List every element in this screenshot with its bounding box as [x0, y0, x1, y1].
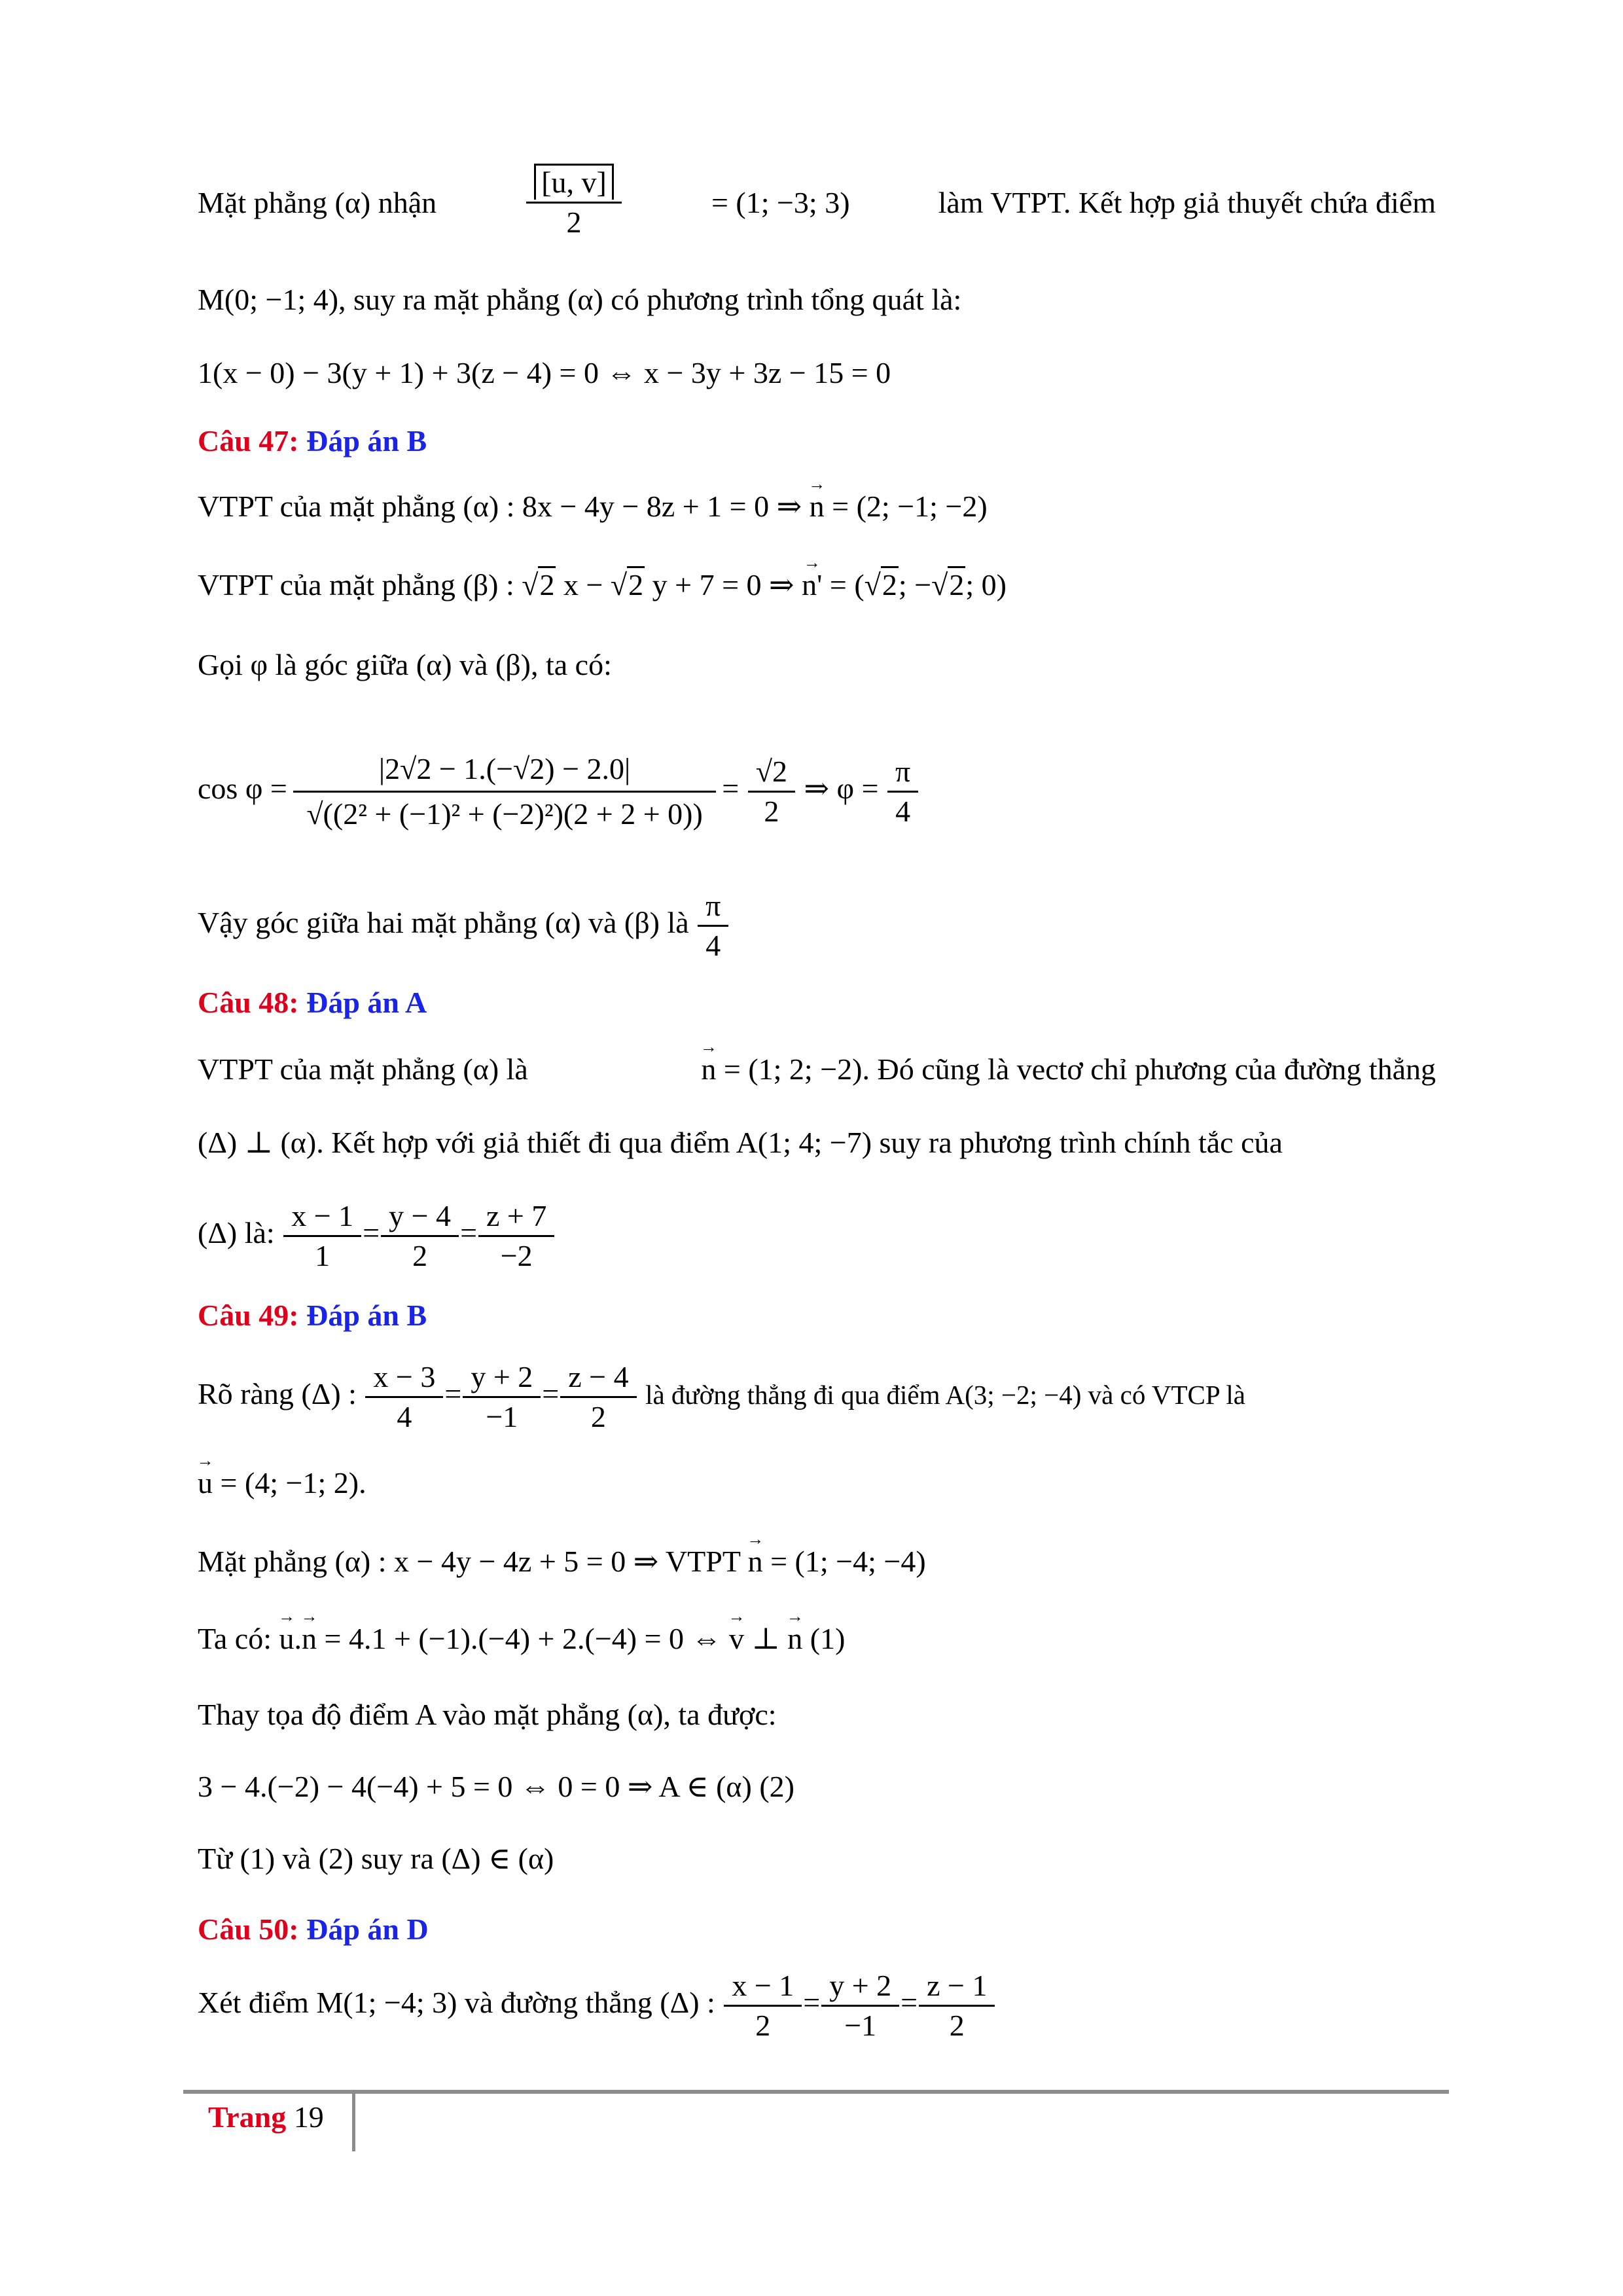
- sqrt: √2: [611, 565, 645, 605]
- text-line: (Δ) ⊥ (α). Kết hợp với giả thiết đi qua điểm A(1; 4; −7) suy ra phương trình chính tắc của: [198, 1126, 1283, 1159]
- fraction: $\frac{x - 3}{4}$: [369, 1358, 439, 1436]
- fraction: $\frac{y + 2}{-1}$: [825, 1967, 895, 2045]
- text-line: Mặt phẳng (α) nhận $\frac{[u, v]}{2}$ = (1; −3; 3) làm VTPT. Kết hợp giả thuyết chứa điểm: [198, 164, 1436, 242]
- vector-n: → n: [810, 487, 825, 526]
- equation-line: 3 − 4.(−2) − 4(−4) + 5 = 0 ⇔ 0 = 0 ⇒ A ∈ (α) (2): [198, 1770, 794, 1803]
- fraction: $\frac{x - 1}{2}$: [728, 1967, 798, 2045]
- footer-label: Trang: [208, 2100, 287, 2134]
- equation-line: cos φ = $\frac{|2√2 - 1.(-√2) - 2.0|}{\text{√((2² + (−1)² + (−2)²)(2 + 2 + 0))}}$ = $\frac{√2}{2}$ ⇒ φ = $\frac{\pi}{4}$: [198, 720, 1436, 857]
- fraction: $\frac{x - 1}{1}$: [287, 1197, 357, 1275]
- sqrt: √2: [865, 565, 899, 605]
- text-line: Gọi φ là góc giữa (α) và (β), ta có:: [198, 648, 612, 681]
- fraction: $\frac{√2}{2}$: [752, 753, 791, 831]
- question-heading: Câu 49: Đáp án B: [198, 1299, 427, 1332]
- footer-rule: [183, 2090, 1449, 2094]
- vector-n: → n: [748, 1542, 763, 1581]
- text-line: VTPT của mặt phẳng (α) là → n = (1; 2; −2). Đó cũng là vectơ chỉ phương của đường thẳng: [198, 1050, 1436, 1089]
- text-line: Thay tọa độ điểm A vào mặt phẳng (α), ta được:: [198, 1698, 777, 1731]
- equation-line: (Δ) là: $\frac{x - 1}{1}$ = $\frac{y - 4}{2}$ = $\frac{z + 7}{-2}$: [198, 1194, 1436, 1272]
- sqrt: √2: [522, 565, 556, 605]
- text-line: Mặt phẳng (α) : x − 4y − 4z + 5 = 0 ⇒ VTPT → n = (1; −4; −4): [198, 1542, 1436, 1581]
- text-line: M(0; −1; 4), suy ra mặt phẳng (α) có phương trình tổng quát là:: [198, 283, 962, 316]
- vector-n-prime: → n': [802, 565, 822, 605]
- question-heading: Câu 47: Đáp án B: [198, 424, 427, 457]
- vector-v: → v: [729, 1619, 744, 1659]
- fraction: $\frac{z - 4}{2}$: [564, 1358, 632, 1436]
- fraction: $\frac{\pi}{4}$: [891, 753, 914, 831]
- vector-n: → n: [302, 1619, 317, 1659]
- vector-n: → n: [701, 1050, 716, 1089]
- text-line: Xét điểm M(1; −4; 3) và đường thẳng (Δ) : $\frac{x - 1}{2}$ = $\frac{y + 2}{-1}$ = $\frac{z - 1}{2}$: [198, 1964, 1436, 2042]
- equation-line: Ta có: → u.→ n = 4.1 + (−1).(−4) + 2.(−4) = 0 ⇔ → v ⊥ → n (1): [198, 1619, 1436, 1659]
- question-heading: Câu 48: Đáp án A: [198, 986, 427, 1019]
- text-line: → u = (4; −1; 2).: [198, 1463, 1436, 1503]
- vector-u: → u: [279, 1619, 294, 1659]
- fraction: $\frac{\pi}{4}$: [702, 887, 724, 965]
- text-line: VTPT của mặt phẳng (α) : 8x − 4y − 8z + 1 = 0 ⇒ → n = (2; −1; −2): [198, 487, 1436, 526]
- text-line: Rõ ràng (Δ) : $\frac{x - 3}{4}$ = $\frac{y + 2}{-1}$ = $\frac{z - 4}{2}$ là đường thẳng đi qua điểm A(3; −2; −4) và có VTCP là: [198, 1355, 1436, 1433]
- page-footer: [208, 2098, 324, 2137]
- equation-line: 1(x − 0) − 3(y + 1) + 3(z − 4) = 0 ⇔ x − 3y + 3z − 15 = 0: [198, 356, 891, 389]
- fraction: $\frac{[u, v]}{2}$: [530, 164, 618, 242]
- fraction: $\frac{|2√2 - 1.(-√2) - 2.0|}{\text{√((2² + (−1)² + (−2)²)(2 + 2 + 0))}}$: [300, 747, 709, 836]
- text-line: VTPT của mặt phẳng (β) : √2 x − √2 y + 7 = 0 ⇒ → n' = (√2; −√2; 0): [198, 565, 1436, 605]
- page-number: 19: [293, 2100, 324, 2134]
- fraction: $\frac{y - 4}{2}$: [385, 1197, 455, 1275]
- vector-n: → n: [787, 1619, 802, 1659]
- footer-divider: [352, 2094, 355, 2151]
- question-heading: Câu 50: Đáp án D: [198, 1912, 429, 1946]
- fraction: $\frac{y + 2}{-1}$: [467, 1358, 537, 1436]
- vector-u: → u: [198, 1463, 213, 1503]
- sqrt: √2: [931, 565, 965, 605]
- text-line: Vậy góc giữa hai mặt phẳng (α) và (β) là $\frac{\pi}{4}$: [198, 884, 1436, 962]
- fraction: $\frac{z + 7}{-2}$: [482, 1197, 550, 1275]
- text-line: Từ (1) và (2) suy ra (Δ) ∈ (α): [198, 1842, 554, 1875]
- fraction: $\frac{z - 1}{2}$: [923, 1967, 991, 2045]
